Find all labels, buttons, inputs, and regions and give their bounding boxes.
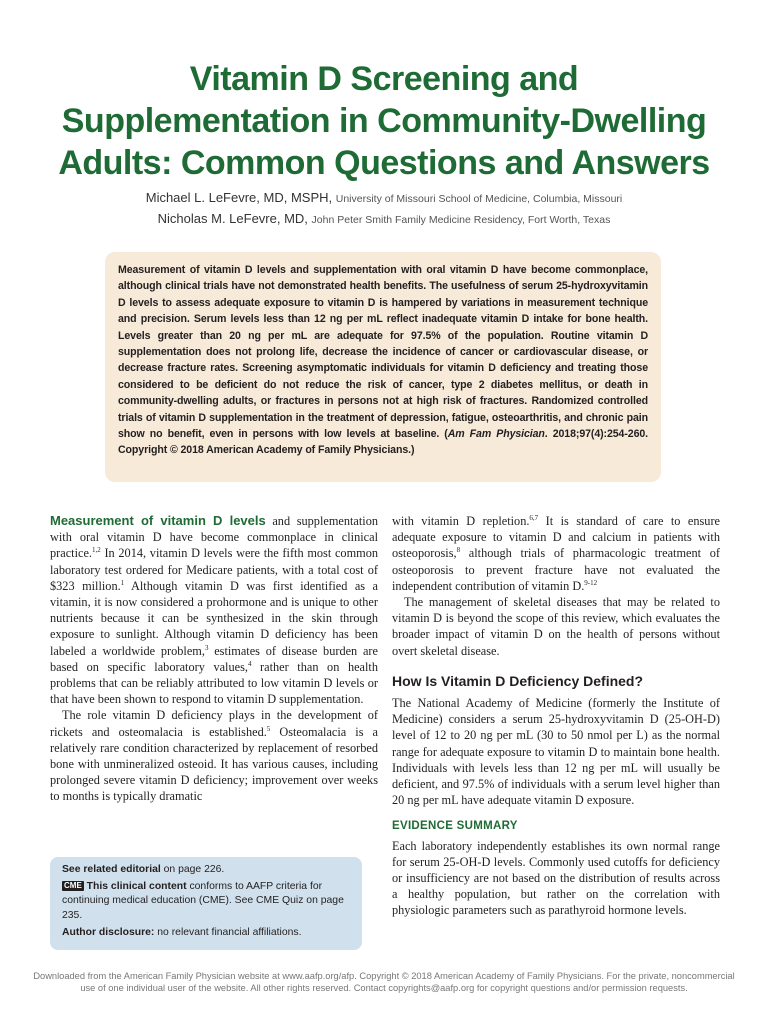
title-line-1: Vitamin D Screening and xyxy=(189,60,579,98)
copyright-footer: Downloaded from the American Family Physician website at www.aafp.org/afp. Copyright © 2018 American Academy of Family Physicians. For the private, noncommercial use of one individual user of the website. All other rights reserved. Contact copyrights@aafp.org for copyright questions and/or permission requests. xyxy=(33,971,735,993)
reference-marker: 1 xyxy=(120,578,125,587)
author-name: Nicholas M. LeFevre, MD, xyxy=(157,211,308,226)
abstract-text: Measurement of vitamin D levels and supplementation with oral vitamin D have become commonplace, although clinical trials have not demonstrated health benefits. The usefulness of serum 25-hydroxyvitamin D levels to assess adequate exposure to vitamin D is hampered by variations in measurement technique and precision. Serum levels less than 12 ng per mL reflect inadequate vitamin D intake for bone health. Levels greater than 20 ng per mL are adequate for 97.5% of the population. Routine vitamin D supplementation does not prolong life, decrease the incidence of cancer or cardiovascular disease, or decrease fracture rates. Screening asymptomatic individuals for vitamin D deficiency and treating those considered to be deficient do not reduce the risk of cancer, type 2 diabetes mellitus, or death in community-dwelling adults, or fractures in persons not at high risk of fractures. Randomized controlled trials of vitamin D supplementation in the treatment of depression, fatigue, osteoarthritis, and chronic pain show no benefit, even in persons with low levels at baseline. ( xyxy=(118,264,648,441)
text-run: In 2014, vitamin D levels were the fifth most common laboratory test ordered for Medicare patients, with a total cost of $323 million. xyxy=(50,546,378,593)
reference-marker: 4 xyxy=(247,659,252,668)
text-run: estimates of disease burden are based on specific laboratory values, xyxy=(50,643,378,674)
body-column-left xyxy=(50,513,378,805)
text-run: and supplementation with oral vitamin D have become commonplace in clinical practice. xyxy=(50,514,378,561)
author-name: Michael L. LeFevre, MD, MSPH, xyxy=(145,190,333,205)
title-line-3: Adults: Common Questions and Answers xyxy=(58,144,710,182)
author-entry xyxy=(30,188,738,209)
reference-marker: 9-12 xyxy=(584,578,598,587)
author-affiliation: University of Missouri School of Medicine, Columbia, Missouri xyxy=(335,193,623,205)
reference-marker: 8 xyxy=(456,546,461,555)
text-run: although trials of pharmacologic treatment of osteoporosis to prevent fracture have not evaluated the independent contribution of vitamin D. xyxy=(392,546,720,593)
lead-in: Measurement of vitamin D levels xyxy=(50,513,266,528)
text-run: with vitamin D repletion. xyxy=(392,514,530,528)
reference-marker: 5 xyxy=(266,724,271,733)
author-entry xyxy=(30,209,738,230)
author-disclosure xyxy=(62,926,350,940)
body-paragraph xyxy=(50,707,378,804)
reference-marker: 3 xyxy=(204,643,209,652)
author-affiliation: John Peter Smith Family Medicine Residency, Fort Worth, Texas xyxy=(311,214,611,226)
section-heading: How Is Vitamin D Deficiency Defined? xyxy=(392,672,644,689)
abstract-box xyxy=(105,252,661,482)
reference-marker: 6,7 xyxy=(529,513,539,522)
body-paragraph xyxy=(392,513,720,594)
abstract-citation: . 2018;97(4):254-260. Copyright © 2018 American Academy of Family Physicians.) xyxy=(118,428,648,457)
article-title xyxy=(30,58,738,184)
body-column-right xyxy=(392,513,720,919)
text-run: no relevant financial affiliations. xyxy=(154,926,302,938)
body-paragraph: Each laboratory independently establishes its own normal range for serum 25-OH-D levels. Commonly used cutoffs for deficiency or insufficiency are not based on the distribution of results across a healthy population, but rather on the correlation with physiologic parameters such as parathyroid hormone levels. xyxy=(392,838,720,918)
abstract-journal: Am Fam Physician xyxy=(447,428,545,441)
related-editorial-note xyxy=(62,863,350,877)
reference-marker: 1,2 xyxy=(91,546,101,555)
title-line-2: Supplementation in Community-Dwelling xyxy=(61,102,707,140)
text-run: Although vitamin D was first identified as a vitamin, it is now considered a prohormone and is unique to other nutrients because it can be synthesized in the skin through exposure to sunlight. Although vitamin D deficiency has been labeled a worldwide problem, xyxy=(50,578,378,658)
text-run: It is standard of care to ensure adequate exposure to vitamin D and calcium in patients with osteoporosis, xyxy=(392,514,720,561)
text-run: Author disclosure: xyxy=(62,926,155,938)
related-editorial-link: See related editorial xyxy=(62,864,161,875)
author-list xyxy=(30,188,738,230)
cme-note xyxy=(62,880,350,923)
subsection-heading: EVIDENCE SUMMARY xyxy=(392,820,518,833)
body-paragraph: The National Academy of Medicine (formerly the Institute of Medicine) considers a serum 25-hydroxyvitamin D (25-OH-D) level of 12 to 20 ng per mL (30 to 50 nmol per L) as the normal range for adequate exposure to vitamin D to maintain bone health. Individuals with levels less than 12 ng per mL will usually be deficient, and 97.5% of individuals with a serum level higher than 20 ng per mL have adequate vitamin D exposure. xyxy=(392,696,720,808)
text-run: The role vitamin D deficiency plays in the development of rickets and osteomalacia is established. xyxy=(50,708,378,739)
text-run: Osteomalacia is a relatively rare condition characterized by replacement of resorbed bone with unmineralized osteoid. It has various causes, including prolonged severe vitamin D deficiency; improvement over weeks to months is typically dramatic xyxy=(50,724,378,804)
body-paragraph xyxy=(50,513,378,707)
info-sidebox xyxy=(50,857,362,950)
text-run: conforms to AAFP criteria for continuing medical education (CME). See CME Quiz on page 235. xyxy=(62,881,344,921)
body-paragraph: The management of skeletal diseases that may be related to vitamin D is beyond the scope of this review, which evaluates the broader impact of vitamin D on the health of persons without overt skeletal disease. xyxy=(392,595,720,658)
text-run: rather than on health problems that can be reliably attributed to low vitamin D levels or that have been shown to respond to vitamin D supplementation. xyxy=(50,659,378,707)
text-run: This clinical content xyxy=(86,881,187,893)
cme-badge-icon: CME xyxy=(64,881,82,891)
text-run: on page 226. xyxy=(160,864,225,875)
